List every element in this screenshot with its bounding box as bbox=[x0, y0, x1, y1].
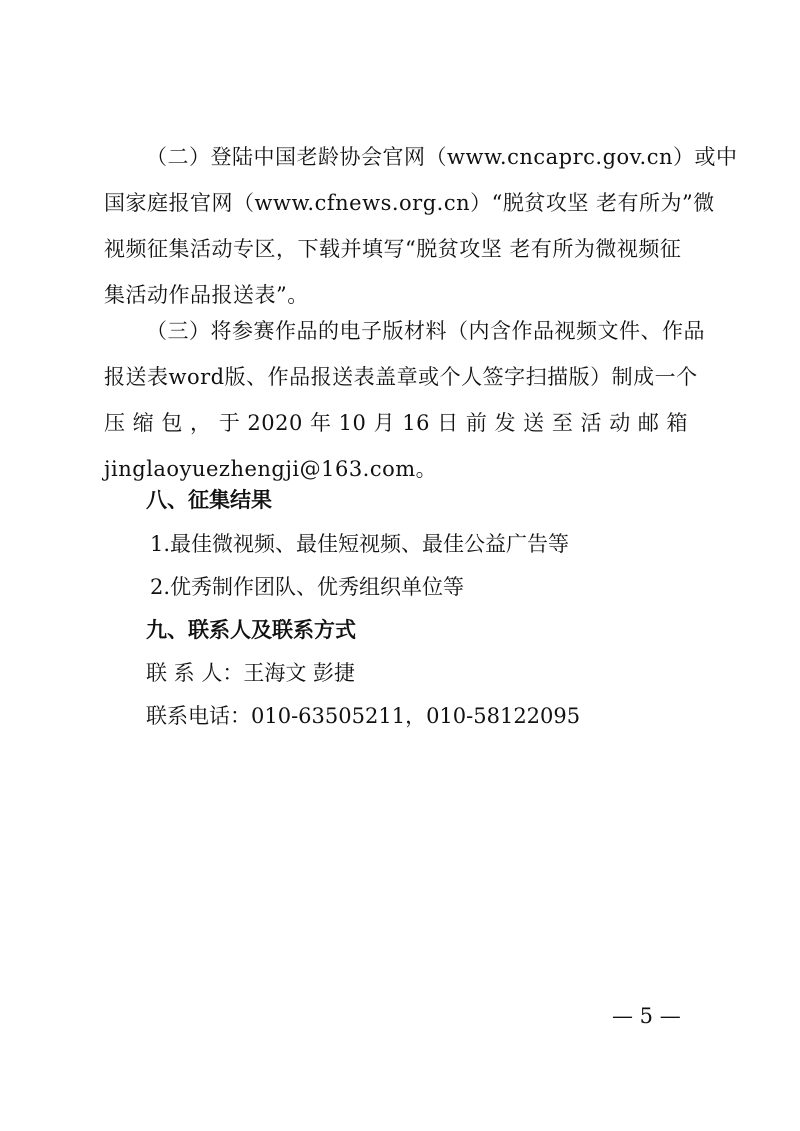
section-heading-contact: 九、联系人及联系方式 bbox=[146, 618, 356, 642]
paragraph-line: 报送表word版、作品报送表盖章或个人签字扫描版）制成一个 bbox=[104, 365, 698, 389]
result-item: 1.最佳微视频、最佳短视频、最佳公益广告等 bbox=[150, 532, 570, 556]
paragraph-submission-email bbox=[104, 308, 705, 492]
paragraph-line: （三）将参赛作品的电子版材料（内含作品视频文件、作品 bbox=[146, 319, 705, 343]
result-item: 2.优秀制作团队、优秀组织单位等 bbox=[150, 575, 465, 599]
paragraph-line: 国家庭报官网（www.cfnews.org.cn）“脱贫攻坚 老有所为”微 bbox=[104, 191, 715, 215]
paragraph-line: 压 缩 包 ， 于 2020 年 10 月 16 日 前 发 送 至 活 动 邮 箱 bbox=[104, 411, 689, 435]
contact-person: 联 系 人：王海文 彭捷 bbox=[146, 661, 356, 685]
paragraph-line: jinglaoyuezhengji@163.com。 bbox=[104, 457, 438, 481]
paragraph-line: （二）登陆中国老龄协会官网（www.cncaprc.gov.cn）或中 bbox=[146, 145, 738, 169]
paragraph-line: 视频征集活动专区，下载并填写“脱贫攻坚 老有所为微视频征 bbox=[104, 237, 682, 261]
paragraph-line: 集活动作品报送表”。 bbox=[104, 283, 309, 307]
page-number: — 5 — bbox=[612, 1004, 681, 1028]
section-heading-results: 八、征集结果 bbox=[146, 488, 272, 512]
contact-phone: 联系电话：010-63505211，010-58122095 bbox=[146, 704, 581, 728]
paragraph-submission-download bbox=[104, 134, 738, 318]
